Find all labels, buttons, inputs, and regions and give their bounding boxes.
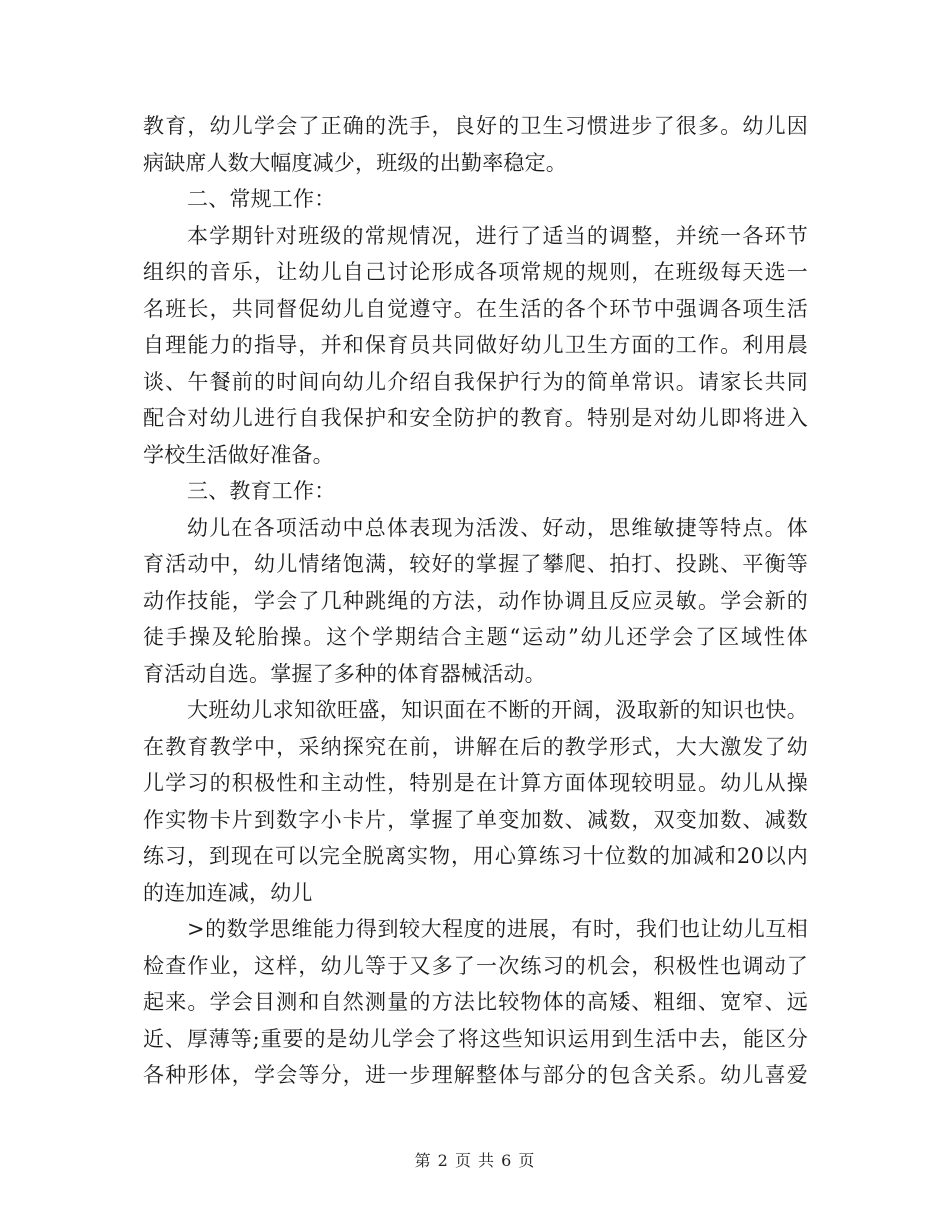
section-heading: 三、教育工作：: [187, 479, 336, 503]
document-body: [143, 108, 808, 1094]
text-line: 练习，到现在可以完全脱离实物，用心算练习十位数的加减和20以内: [143, 844, 808, 868]
text-line: 在教育教学中，采纳探究在前，讲解在后的教学形式，大大激发了幼: [143, 734, 808, 759]
text-line: 自理能力的指导，并和保育员共同做好幼儿卫生方面的工作。利用晨: [143, 333, 808, 357]
text-line: 近、厚薄等;重要的是幼儿学会了将这些知识运用到生活中去，能区分: [143, 1026, 808, 1051]
text-line: 的连加连减，幼儿: [143, 880, 313, 905]
text-line: 大班幼儿求知欲旺盛，知识面在不断的开阔，汲取新的知识也快。: [187, 698, 808, 722]
text-line: 徒手操及轮胎操。这个学期结合主题“运动”幼儿还学会了区域性体: [143, 625, 808, 649]
text-line: 组织的音乐，让幼儿自己讨论形成各项常规的规则，在班级每天选一: [143, 260, 808, 284]
section-heading: 二、常规工作：: [187, 187, 336, 211]
text-line: 本学期针对班级的常规情况，进行了适当的调整，并统一各环节: [187, 223, 808, 248]
text-line: 检查作业，这样，幼儿等于又多了一次练习的机会，积极性也调动了: [143, 953, 808, 978]
text-line: 儿学习的积极性和主动性，特别是在计算方面体现较明显。幼儿从操: [143, 771, 808, 795]
text-line: 病缺席人数大幅度减少，班级的出勤率稳定。: [143, 150, 567, 175]
text-line: 动作技能，学会了几种跳绳的方法，动作协调且反应灵敏。学会新的: [143, 588, 808, 613]
text-line: 幼儿在各项活动中总体表现为活泼、好动，思维敏捷等特点。体: [187, 515, 808, 540]
text-line: 学校生活做好准备。: [143, 442, 334, 467]
page-number: 第 2 页 共 6 页: [414, 1151, 536, 1170]
text-line: 育活动自选。掌握了多种的体育器械活动。: [143, 661, 546, 686]
text-line: >的数学思维能力得到较大程度的进展，有时，我们也让幼儿互相: [187, 917, 808, 941]
text-line: 教育，幼儿学会了正确的洗手，良好的卫生习惯进步了很多。幼儿因: [143, 114, 808, 138]
text-line: 配合对幼儿进行自我保护和安全防护的教育。特别是对幼儿即将进入: [143, 406, 808, 430]
text-line: 育活动中，幼儿情绪饱满，较好的掌握了攀爬、拍打、投跳、平衡等: [143, 552, 808, 576]
text-line: 各种形体，学会等分，进一步理解整体与部分的包含关系。幼儿喜爱: [143, 1063, 808, 1087]
text-line: 作实物卡片到数字小卡片，掌握了单变加数、减数，双变加数、减数: [143, 807, 808, 832]
text-line: 起来。学会目测和自然测量的方法比较物体的高矮、粗细、宽窄、远: [143, 990, 808, 1014]
text-line: 名班长，共同督促幼儿自觉遵守。在生活的各个环节中强调各项生活: [143, 296, 808, 321]
text-line: 谈、午餐前的时间向幼儿介绍自我保护行为的简单常识。请家长共同: [143, 369, 808, 394]
